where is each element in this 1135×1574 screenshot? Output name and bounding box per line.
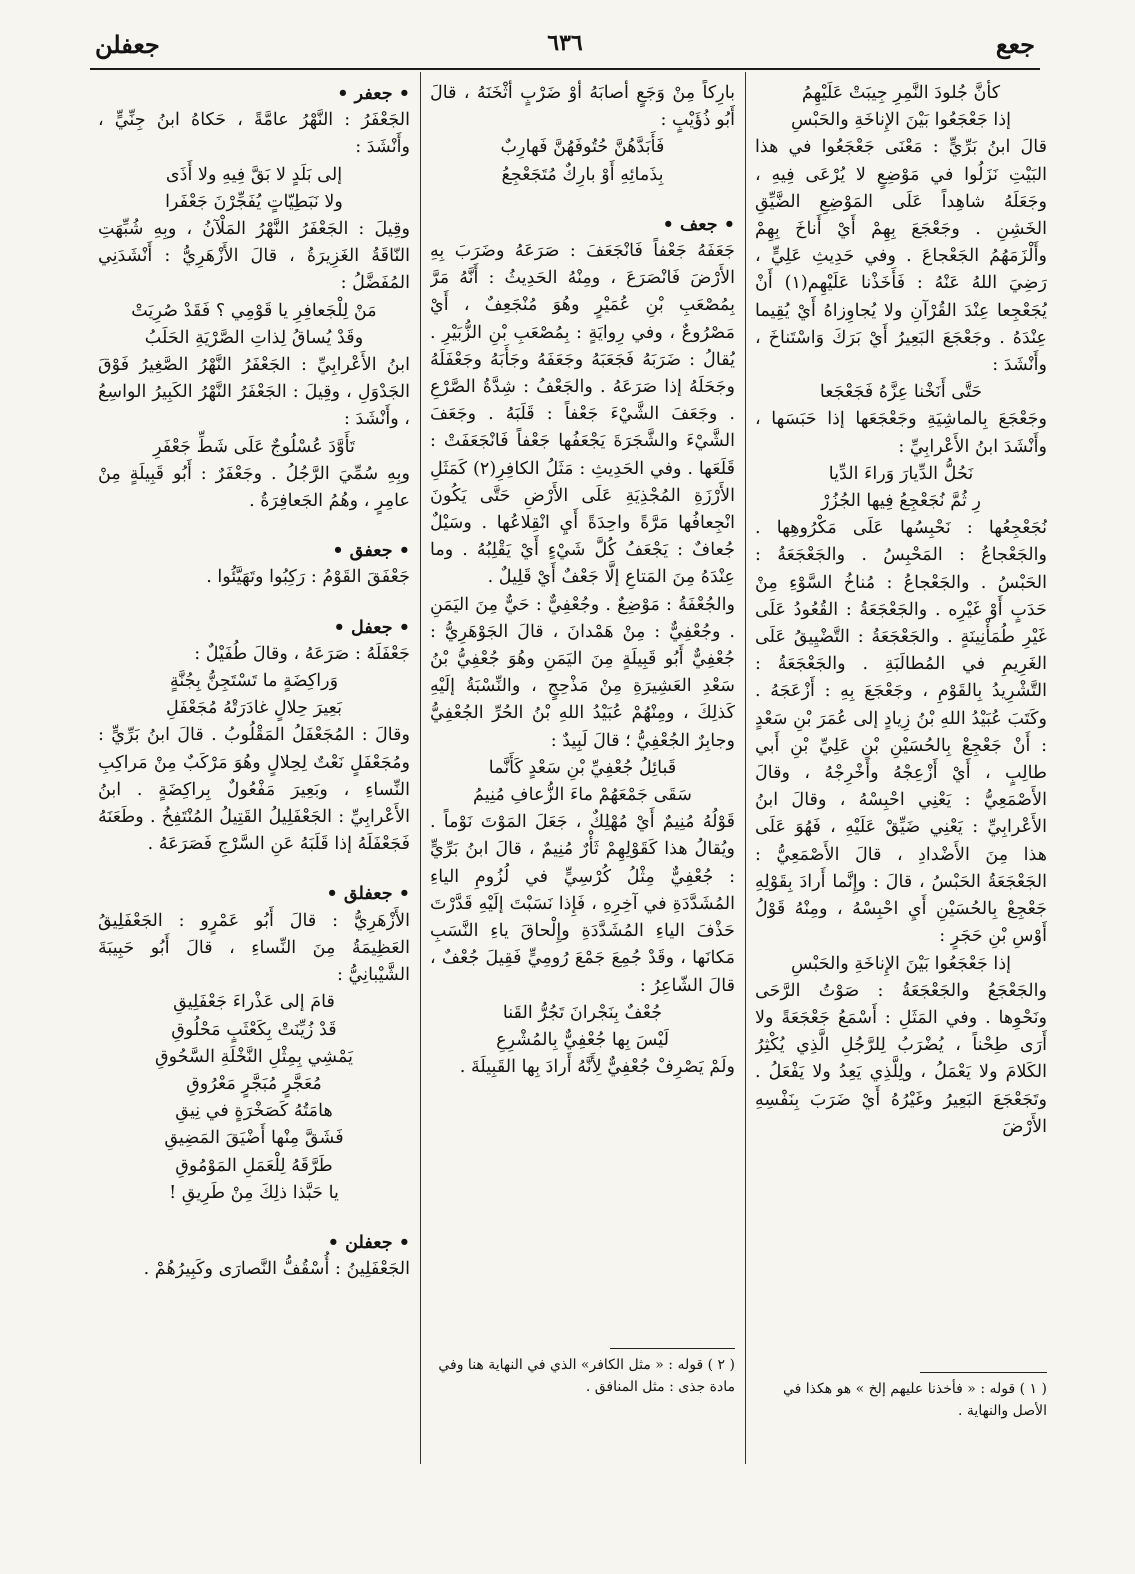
verse-line: قَدْ زُيِّنَتْ بِكَعْثَبٍ مَحْلُوقِ <box>171 1019 337 1040</box>
verse-line: قَبائِلُ جُعْفِيِّ بْنِ سَعْدٍ كَأَنَّما <box>488 757 677 778</box>
footnote-2: ( ٢ ) قوله : « مثل الكافر» الذي في النهاية هنا وفي مادة جذى : مثل المنافق . <box>438 1357 735 1395</box>
page-number: ٦٣٦ <box>547 30 583 56</box>
header-root-word-right: جعع <box>995 30 1035 59</box>
verse-line: نَحُلُّ الدِّيارَ وَراءَ الدِّيا <box>828 463 974 484</box>
text-column-right <box>755 80 1047 1368</box>
verse-line: رِ ثُمَّ نُجَعْجِعُ فِيها الجُزُرْ <box>821 491 981 512</box>
verse-line: إذا جَعْجَعُوا بَيْنَ الإِناخَةِ والحَبْسِ <box>790 110 1012 131</box>
verse-line: إذا جَعْجَعُوا بَيْنَ الإِناخَةِ والحَبْسِ <box>790 953 1012 974</box>
entry-headword: • جعف • <box>662 213 735 235</box>
section-gap <box>430 189 735 211</box>
prose-paragraph: جَعْفَقَ القَوْمُ : رَكِبُوا وتَهَيَّئُوا . <box>206 567 410 588</box>
prose-paragraph: بارِكاً مِنْ وَجَعٍ أَصابَهُ أَوْ ضَرْبٍ أَثْخَنَهُ ، قالَ أَبُو ذُؤَيْبٍ : <box>430 83 735 131</box>
verse-line: فَأَبَدَّهُنَّ حُتُوفَهُنَّ فَهارِبٌ <box>500 137 665 158</box>
verse-line: بَعِيرَ حِلالٍ غادَرَتْهُ مُجَعْفَلِ <box>165 698 343 719</box>
prose-paragraph: وقالَ : المُجَعْفَلُ المَقْلُوبُ . قالَ ابنُ بَرِّيٍّ : ومُجَعْفَلٍ نَعْتٌ لِحِلالٍ وهُوَ مَرْكَبٌ مِنْ مَراكِبِ النِّساءِ ، وبَعِيرَ مَفْعُولٌ بِراكِضَةٍ . ابنُ الأَعْرابِيِّ : الجَعْفَلِيلُ القَتِيلُ المُنْتَفِخُ . وطَعَنَهُ فَجَعْفَلَهُ إذا قَلَبَهُ عَنِ السَّرْجِ فَصَرَعَهُ . <box>98 725 410 855</box>
prose-paragraph: الجَعْفَرُ : النَّهْرُ عامَّةً ، حَكاهُ ابنُ جِنِّيٍّ ، وأَنْشَدَ : <box>98 110 410 158</box>
prose-paragraph: ابنُ الأَعْرابِيِّ : الجَعْفَرُ النَّهْرُ الصَّغِيرُ فَوْقَ الجَدْوَلِ ، وقِيلَ : الجَعْفَرُ النَّهْرُ الكَبِيرُ الواسِعُ ، وأَنْشَدَ : <box>98 355 410 430</box>
entry-headword: • جعفلن • <box>327 1231 410 1253</box>
verse-line: وقَدْ يُساقُ لِذاتِ الصَّرْيَةِ الحَلَبُ <box>144 327 364 348</box>
prose-paragraph: قالَ ابنُ بَرِّيٍّ : مَعْنَى جَعْجَعُوا في هذا البَيْتِ نَزَلُوا في مَوْضِعٍ لا يُرْعَى فِيهِ ، وجَعَلَهُ شاهِداً عَلَى المَوْضِعِ الضَّيِّقِ الخَشِنِ . وجَعْجَعَ بِهِمْ أَيْ أَناخَ بِهِمْ وأَلْزَمَهُمُ الجَعْجاعَ . وفي حَدِيثِ عَلِيٍّ ، رَضِيَ اللهُ عَنْهُ : فَأَخَذْنا عَلَيْهِم(١) أَنْ يُجَعْجِعا عِنْدَ القُرْآنِ ولا يُجاوِزاهُ أَيْ يُقِيما عِنْدَهُ . وجَعْجَعَ البَعِيرُ أَيْ بَرَكَ وَاسْتَناخَ ، وأَنْشَدَ : <box>755 137 1047 376</box>
prose-paragraph: قَوْلُهُ مُنِيمٌ أَيْ مُهْلِكٌ ، جَعَلَ المَوْتَ نَوْماً . ويُقالُ هذا كَقَوْلِهِمْ ثَأْرٌ مُنِيمٌ ، قالَ ابنُ بَرِّيٍّ : جُعْفِيٌّ مِثْلُ كُرْسِيٍّ في لُزُومِ الياءِ المُشَدَّدَةِ في آخِرِهِ ، فَإِذا نَسَبْتَ إلَيْهِ قَدَّرْتَ حَذْفَ الياءِ المُشَدَّدَةِ وإِلْحاقَ ياءِ النَّسَبِ مَكانَها ، وقَدْ جُمِعَ جَمْعَ رُومِيٍّ فَقِيلَ جُعْفٌ ، قالَ الشّاعِرُ : <box>430 812 735 996</box>
text-column-middle <box>430 80 735 1338</box>
text-column-left <box>98 80 410 1420</box>
verse-line: تَأَوَّدَ عُسْلُوجٌ عَلَى شَطِّ جَعْفَرِ <box>153 436 355 457</box>
section-gap <box>98 515 410 537</box>
footnote-rule <box>920 1372 1047 1373</box>
verse-line: يا حَبَّذا ذلِكَ مِنْ طَرِيقِ ! <box>169 1182 339 1203</box>
prose-paragraph: نُجَعْجِعُها : نَحْبِسُها عَلَى مَكْرُوهِها . والجَعْجاعُ : المَحْبِسُ . والجَعْجَعَةُ : الحَبْسُ . والجَعْجاعُ : مُناخُ السَّوْءِ مِنْ حَدَبٍ أَوْ غَيْرِه . والجَعْجَعَةُ : القُعُودُ عَلَى غَيْرِ طُمَأْنِينَةٍ . والجَعْجَعَةُ : التَّضْيِيقُ عَلَى الغَرِيمِ في المُطالَبَةِ . والجَعْجَعَةُ : التَّشْرِيدُ بِالقَوْمِ ، وجَعْجَعَ بِهِ : أَزْعَجَهُ . وكَتَبَ عُبَيْدُ اللهِ بْنُ زِيادٍ إلى عُمَرَ بْنِ سَعْدٍ : أَنْ جَعْجِعْ بِالحُسَيْنِ بْنِ عَلِيِّ بْنِ أَبي طالِبٍ ، أَيْ أَزْعِجْهُ وأَخْرِجْهُ ، وقالَ الأَصْمَعِيُّ : يَعْنِي احْبِسْهُ ، وقالَ ابنُ الأَعْرابِيِّ : يَعْنِي ضَيِّقْ عَلَيْهِ ، فَهُوَ عَلَى هذا مِنَ الأَضْدادِ ، قالَ الأَصْمَعِيُّ : الجَعْجَعَةُ الحَبْسُ ، قالَ : وإِنَّما أَرادَ بِقَوْلِهِ جَعْجِعْ بِالحُسَيْنِ أَيِ احْبِسْهُ ، ومِنْهُ قَوْلُ أَوْسِ بْنِ حَجَرٍ : <box>755 518 1047 947</box>
verse-line: ولا نَبَطِيّاتٍ يُفَجِّرْنَ جَعْفَرا <box>165 191 343 212</box>
prose-paragraph: الأَزْهَرِيُّ : قالَ أَبُو عَمْرٍو : الجَعْفَلِيقُ العَظِيمَةُ مِنَ النِّساءِ ، قالَ أَبُو حَبِيبَةَ الشَّيْبانِيُّ : <box>98 910 410 986</box>
entry-headword: • جعفلق • <box>326 883 410 905</box>
verse-line: كأنَّ جُلودَ النَّمِرِ جِيبَتْ عَلَيْهِمُ <box>801 83 1001 103</box>
verse-line: سَقَى جَمْعَهُمْ ماءَ الزُّعافِ مُنِيمُ <box>473 785 692 806</box>
prose-paragraph: جَعْفَلَهُ : صَرَعَهُ ، وقالَ طُفَيْلٌ : <box>194 643 410 664</box>
verse-line: مُعَجَّرٍ مُبَجَّرٍ مَعْرُوقِ <box>186 1073 322 1094</box>
verse-line: طَرَّقَهُ لِلْعَمَلِ المَوْمُوقِ <box>175 1155 333 1176</box>
verse-line: قامَ إلى عَذْراءَ جَعْفَلِيقِ <box>173 992 335 1013</box>
verse-line: هامَتُهُ كَصَخْرَةٍ في نِيقِ <box>175 1101 333 1122</box>
section-gap <box>98 858 410 880</box>
prose-paragraph: ولَمْ يَصْرِفْ جُعْفِيٌّ لِأَنَّهُ أَرادَ بِها القَبِيلَةَ . <box>459 1057 735 1078</box>
verse-line: جُعْفٌ بِنَجْرانَ تَجُرُّ القَنا <box>502 1002 663 1023</box>
entry-headword: • جعفل • <box>333 616 410 638</box>
verse-line: وَراكِضَةٍ ما تَسْتَجِنُّ بِجُنَّةٍ <box>169 671 339 692</box>
verse-line: لَيْسَ بِها جُعْفِيٌّ بِالمُشْرِعِ <box>496 1029 669 1050</box>
header-root-word-left: جعفلن <box>95 30 160 59</box>
prose-paragraph: وبِهِ سُمِّيَ الرَّجُلُ . وجَعْفَرٌ : أَبُو قَبِيلَةٍ مِنْ عامِرٍ ، وهُمُ الجَعافِرَةُ . <box>98 463 410 512</box>
prose-paragraph: والجَعْجَعُ والجَعْجَعَةُ : صَوْتُ الرَّحَى ونَحْوِها . وفي المَثَلِ : أَسْمَعُ جَعْجَعَةً ولا أَرَى طِحْناً ، يُضْرَبُ لِلرَّجُلِ الَّذِي يُكْثِرُ الكَلامَ ولا يَعْمَلُ ، ولِلَّذِي يَعِدُ ولا يَفْعَلُ . وتَجَعْجَعَ البَعِيرُ وغَيْرُهُ أَيْ ضَرَبَ بِنَفْسِهِ الأَرْضَ <box>755 980 1047 1137</box>
verse-line: حَتَّى أَنَخْنا عِزَّهُ فَجَعْجَعا <box>819 382 983 403</box>
footnote-1: ( ١ ) قوله : « فأخذنا عليهم إلخ » هو هكذا في الأصل والنهاية . <box>782 1381 1047 1419</box>
verse-line: فَشَقَّ مِنْها أَضْيَقَ المَضِيقِ <box>164 1128 344 1149</box>
header-rule <box>90 68 1040 70</box>
verse-line: إلى بَلَدٍ لا بَقَّ فِيهِ ولا أَذَى <box>165 164 343 185</box>
entry-headword: • جعفر • <box>337 83 410 104</box>
page-header <box>95 28 1035 64</box>
prose-paragraph: جَعَفَهُ جَعْفاً فَانْجَعَفَ : صَرَعَهُ وضَرَبَ بِهِ الأَرْضَ فَانْصَرَعَ ، ومِنْهُ الحَدِيثُ : أَنَّهُ مَرَّ بِمُصْعَبِ بْنِ عُمَيْرٍ وهُوَ مُنْجَعِفٌ ، أَيْ مَصْرُوعٌ ، وفي رِوايَةٍ : بِمُصْعَبِ بْنِ الزُّبَيْرِ . يُقالُ : ضَرَبَهُ فَجَعَبَهُ وجَعَفَهُ وجَأَبَهُ وجَعْفَلَهُ وجَحَلَهُ إذا صَرَعَهُ . والجَعْفُ : شِدَّةُ الصَّرْعِ . وجَعَفَ الشَّيْءَ جَعْفاً : قَلَبَهُ . وجَعَفَ الشَّيْءَ والشَّجَرَةَ يَجْعَفُها جَعْفاً فَانْجَعَفَتْ : قَلَعَها . وفي الحَدِيثِ : مَثَلُ الكافِرِ(٢) كَمَثَلِ الأَرْزَةِ المُجْذِيَةِ عَلَى الأَرْضِ حَتَّى يَكُونَ انْجِعافُها مَرَّةً واحِدَةً أَيِ انْقِلاعُها . وسَيْلٌ جُعافٌ : يَجْعَفُ كُلَّ شَيْءٍ أَيْ يَقْلِبُهُ . وما عِنْدَهُ مِنَ المَتاعِ إلَّا جَعْفٌ أَيْ قَلِيلٌ . <box>430 241 735 588</box>
verse-line: يَمْشِي بِمِثْلِ النَّخْلَةِ السَّحُوقِ <box>154 1046 354 1067</box>
verse-line: بِذَمائِهِ أَوْ بارِكٌ مُتَجَعْجِعُ <box>501 164 664 185</box>
column-divider <box>745 72 746 1464</box>
prose-paragraph: وقِيلَ : الجَعْفَرُ النَّهْرُ المَلْآنُ ، وبِهِ شُبِّهَتِ النّاقَةُ الغَزِيرَةُ ، قالَ الأَزْهَرِيُّ : أَنْشَدَنِي المُفَضَّلُ : <box>98 219 410 294</box>
footnote-rule <box>610 1348 735 1349</box>
prose-paragraph: وجَعْجَعَ بِالماشِيَةِ وجَعْجَعَها إذا حَبَسَها ، وأَنْشَدَ ابنُ الأَعْرابِيِّ : <box>755 409 1047 457</box>
column-divider <box>420 72 421 1464</box>
verse-line: مَنْ لِلْجَعافِرِ يا قَوْمِي ؟ فَقَدْ صُرِيَتْ <box>131 300 377 321</box>
prose-paragraph: الجَعْفَلِينُ : أُسْقُفُّ النَّصارَى وكَبِيرُهُمْ . <box>143 1259 410 1280</box>
prose-paragraph: والجُعْفَةُ : مَوْضِعٌ . وجُعْفِيٌّ : حَيٌّ مِنَ اليَمَنِ . وجُعْفِيٌّ : مِنْ هَمْدانَ ، قالَ الجَوْهَرِيُّ : جُعْفِيٌّ أَبُو قَبِيلَةٍ مِنَ اليَمَنِ وهُوَ جُعْفِيُّ بْنُ سَعْدِ العَشِيرَةِ مِنْ مَذْحِجٍ ، والنِّسْبَةُ إلَيْهِ كَذلِكَ ، ومِنْهُمْ عُبَيْدُ اللهِ بْنُ الحُرِّ الجُعْفِيُّ وجابِرٌ الجُعْفِيُّ ؛ قالَ لَبِيدٌ : <box>430 594 735 751</box>
entry-headword: • جعفق • <box>332 540 410 562</box>
section-gap <box>98 1207 410 1229</box>
section-gap <box>98 592 410 614</box>
